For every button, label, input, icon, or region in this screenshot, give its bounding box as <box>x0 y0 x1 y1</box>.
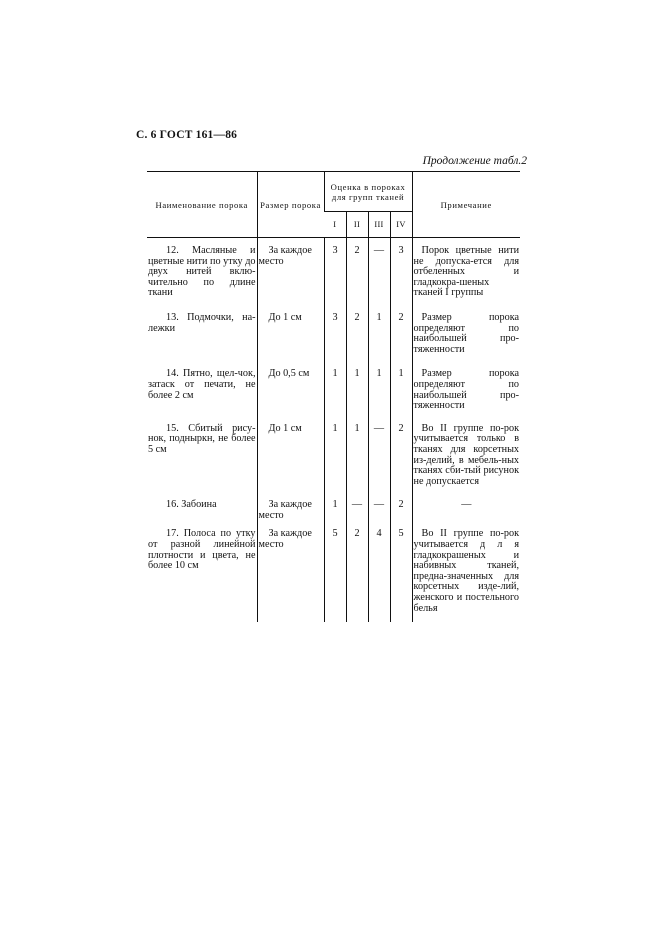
table-row <box>147 369 520 411</box>
grade-i: 3 <box>324 246 346 299</box>
grade-ii: 1 <box>346 424 368 488</box>
defect-size <box>257 313 324 355</box>
defect-note <box>412 500 520 521</box>
table-row <box>147 529 520 614</box>
column-header-grade-group: Оценка в пороках для групп тканей <box>324 172 412 212</box>
defect-note-text: Во II группе по-рок учитывается д л я гладкокрашеных и набивных тканей, предна-значенных для корсетных изде-лий, женского и постельного белья <box>413 528 520 614</box>
defect-note-text: Во II группе по-рок учитывается только в тканях для корсетных из-делий, в мебель-ных тканях сби-тый рисунок не допускается <box>413 422 520 487</box>
defect-size-first: За каждое <box>268 499 312 511</box>
table-row <box>147 424 520 488</box>
grade-i: 1 <box>324 500 346 521</box>
page-header: С. 6 ГОСТ 161—86 <box>136 129 238 141</box>
defect-size-rest: место <box>258 539 284 551</box>
defect-size-first: До 1 см <box>268 311 302 323</box>
table-row <box>147 500 520 521</box>
defect-name: 13. Подмочки, на-лежки <box>148 311 256 334</box>
grade-i: 1 <box>324 424 346 488</box>
column-header-grade-iv: IV <box>390 212 412 238</box>
grade-ii: — <box>346 500 368 521</box>
defect-size-rest: место <box>258 509 284 521</box>
defect-size <box>257 424 324 488</box>
defect-size-first: За каждое <box>268 245 312 256</box>
column-header-size: Размер порока <box>257 172 324 238</box>
grade-i: 1 <box>324 369 346 411</box>
column-header-name: Наименование порока <box>147 172 257 238</box>
table-continuation-label: Продолжение табл.2 <box>422 155 527 167</box>
defect-name: 15. Сбитый рису-нок, подныркн, не более 5 см <box>148 422 256 455</box>
grade-iv: 3 <box>390 246 412 299</box>
defect-size-first: До 1 см <box>268 422 302 434</box>
column-header-grade-i: I <box>324 212 346 238</box>
defect-size <box>257 246 324 299</box>
column-header-note: Примечание <box>412 172 520 238</box>
defect-note-text: — <box>461 499 472 511</box>
defect-size-first: За каждое <box>268 528 312 540</box>
defect-name: 16. Забоина <box>166 499 217 511</box>
grade-iii: — <box>368 424 390 488</box>
grade-ii: 2 <box>346 529 368 614</box>
grade-i: 3 <box>324 313 346 355</box>
defect-note <box>412 313 520 355</box>
grade-iii: 1 <box>368 313 390 355</box>
grade-iv: 5 <box>390 529 412 614</box>
defect-note <box>412 424 520 488</box>
table-row <box>147 313 520 355</box>
column-header-grade-iii: III <box>368 212 390 238</box>
defect-note-text: Размер порока определяют по наибольшей про-тяженности <box>413 311 520 355</box>
grade-iv: 2 <box>390 500 412 521</box>
defect-note-text: Порок цветные нити не допуска-ется для отбеленных и гладкокра-шеных тканей I группы <box>413 245 520 299</box>
grade-iii: — <box>368 500 390 521</box>
grade-i: 5 <box>324 529 346 614</box>
grade-ii: 2 <box>346 246 368 299</box>
table-row <box>147 246 520 299</box>
defects-table <box>147 171 520 622</box>
defect-size <box>257 500 324 521</box>
defect-size <box>257 529 324 614</box>
grade-iii: 4 <box>368 529 390 614</box>
defect-size <box>257 369 324 411</box>
defect-note <box>412 369 520 411</box>
defect-name: 12. Масляные и цветные нити по утку до двух нитей вклю-чительно по длине ткани <box>148 245 256 299</box>
grade-iii: — <box>368 246 390 299</box>
grade-ii: 2 <box>346 313 368 355</box>
grade-ii: 1 <box>346 369 368 411</box>
defect-name: 17. Полоса по утку от разной линейной плотности и цвета, не более 10 см <box>148 528 256 572</box>
grade-iii: 1 <box>368 369 390 411</box>
defect-note-text: Размер порока определяют по наибольшей про-тяженности <box>413 368 520 412</box>
defect-name: 14. Пятно, щел-чок, затаск от печати, не более 2 см <box>148 368 256 401</box>
defect-size-rest: место <box>258 255 284 267</box>
column-header-grade-ii: II <box>346 212 368 238</box>
grade-iv: 2 <box>390 424 412 488</box>
grade-iv: 2 <box>390 313 412 355</box>
defect-note <box>412 246 520 299</box>
defect-size-first: До 0,5 см <box>268 368 310 380</box>
grade-iv: 1 <box>390 369 412 411</box>
defect-note <box>412 529 520 614</box>
